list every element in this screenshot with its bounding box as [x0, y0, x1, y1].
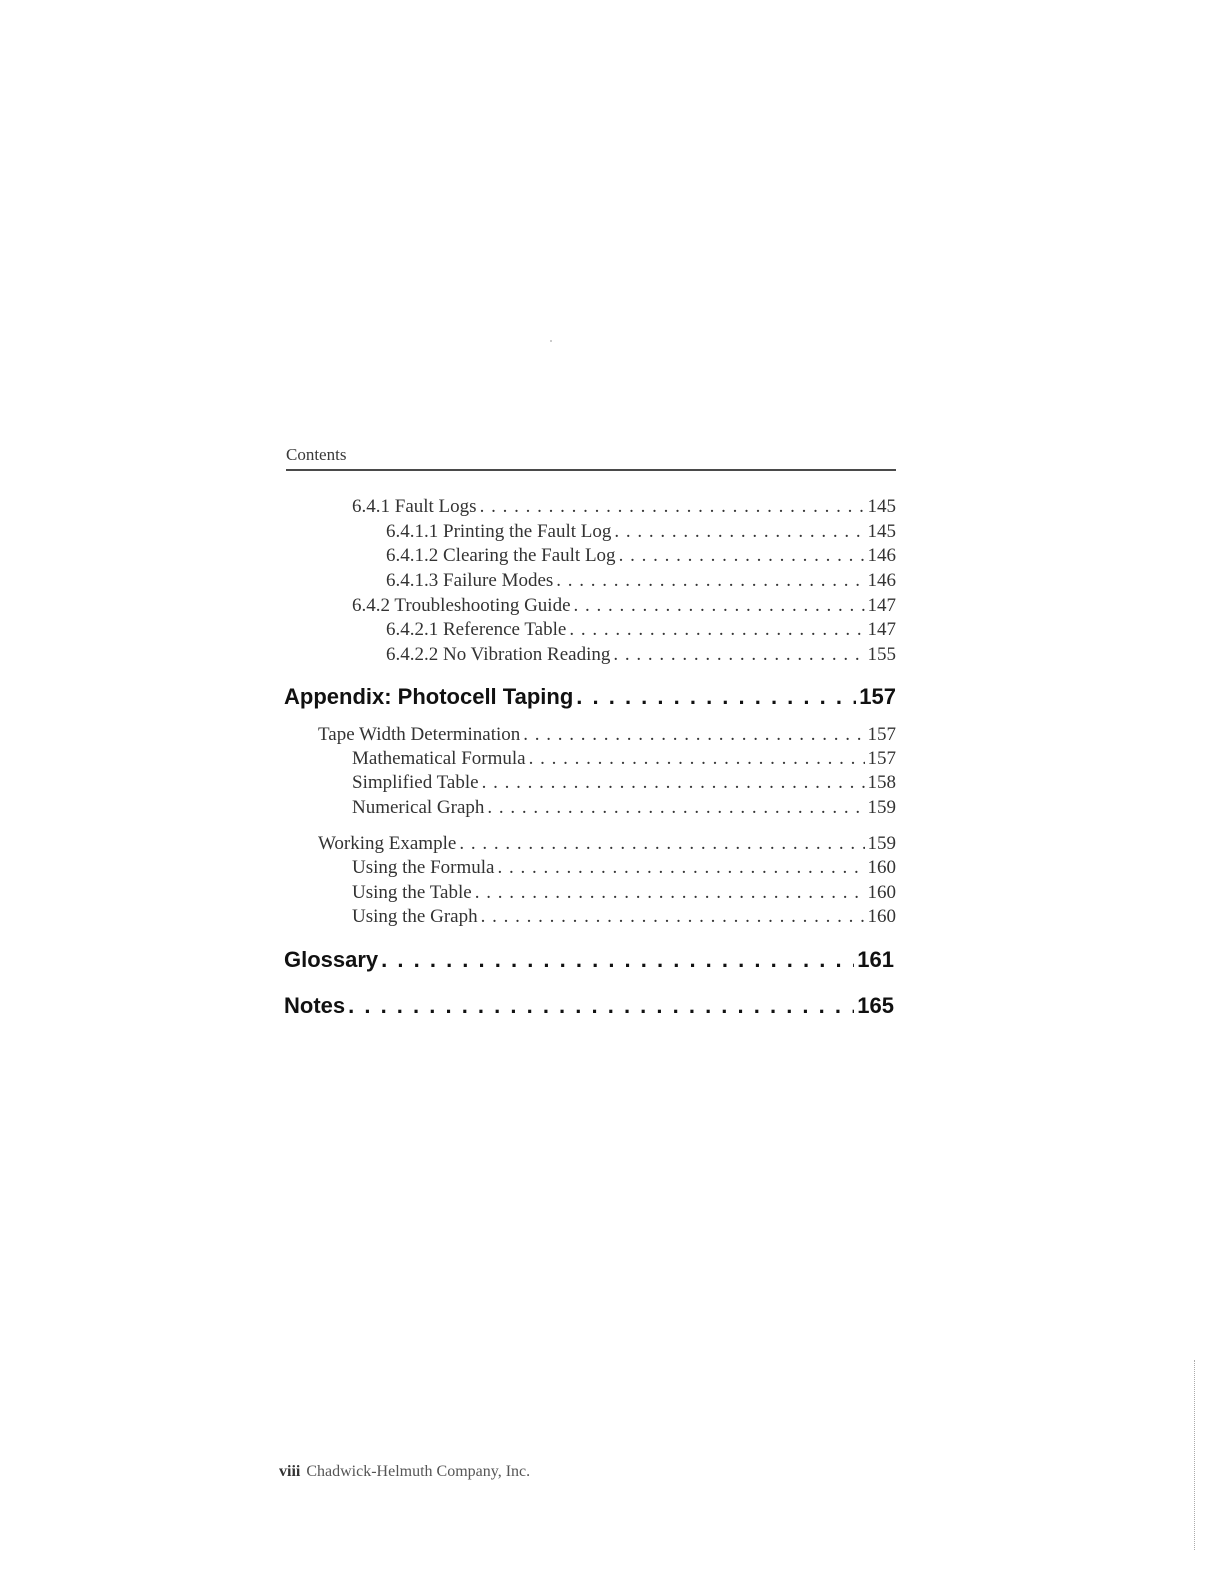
dot-leader [523, 724, 864, 746]
toc-entry-page: 146 [867, 545, 896, 566]
toc-entry-page: 145 [867, 521, 896, 542]
dot-leader [475, 882, 865, 904]
footer-page-number: viii [279, 1463, 301, 1480]
toc-entry[interactable] [318, 724, 896, 746]
dot-leader [487, 797, 864, 819]
toc-entry-page: 160 [867, 857, 896, 878]
toc-entry-title: 6.4.1 Fault Logs [352, 496, 477, 517]
toc-entry[interactable] [352, 797, 896, 819]
toc-entry-page: 157 [859, 684, 896, 709]
toc-entry-page: 158 [867, 772, 896, 793]
toc-entry-title: Using the Table [352, 882, 472, 903]
scan-edge-dots [1194, 1360, 1197, 1550]
toc-entry[interactable] [386, 644, 896, 666]
toc-entry-page: 147 [867, 595, 896, 616]
toc-entry-title: Working Example [318, 833, 457, 854]
toc-entry-title: 6.4.1.1 Printing the Fault Log [386, 521, 612, 542]
toc-entry-page: 146 [867, 570, 896, 591]
running-header: Contents [286, 445, 347, 464]
toc-entry-title: Numerical Graph [352, 797, 485, 818]
toc-entry-title: 6.4.1.2 Clearing the Fault Log [386, 545, 616, 566]
dot-leader [614, 521, 864, 543]
toc-entry-title: Using the Graph [352, 906, 478, 927]
toc-entry-title: 6.4.1.3 Failure Modes [386, 570, 554, 591]
dot-leader [556, 570, 864, 592]
dot-leader [348, 993, 854, 1019]
toc-entry-page: 145 [867, 496, 896, 517]
toc-entry[interactable] [386, 619, 896, 641]
toc-entry-page: 160 [867, 906, 896, 927]
toc-entry-title: Simplified Table [352, 772, 479, 793]
toc-entry[interactable] [386, 570, 896, 592]
dot-leader [482, 772, 865, 794]
toc-entry[interactable] [352, 772, 896, 794]
toc-entry[interactable] [386, 521, 896, 543]
footer-company: Chadwick-Helmuth Company, Inc. [306, 1463, 531, 1480]
toc-entry[interactable] [352, 595, 896, 617]
dot-leader [569, 619, 864, 641]
toc-entry-title: Using the Formula [352, 857, 495, 878]
toc-entry[interactable] [352, 906, 896, 928]
toc-entry-title: Glossary [284, 947, 379, 972]
dot-leader [529, 748, 865, 770]
toc-entry[interactable] [386, 545, 896, 567]
toc-entry-title: Notes [284, 993, 346, 1018]
toc-entry-glossary[interactable] [284, 947, 894, 973]
dot-leader [574, 595, 865, 617]
dot-leader [381, 947, 854, 973]
toc-entry-title: Tape Width Determination [318, 724, 521, 745]
dot-leader [480, 496, 865, 518]
toc-entry-page: 157 [867, 724, 896, 745]
toc-entry[interactable] [318, 833, 896, 855]
toc-entry-title: Appendix: Photocell Taping [284, 684, 574, 709]
toc-entry[interactable] [352, 882, 896, 904]
dot-leader [459, 833, 864, 855]
toc-entry-page: 159 [867, 797, 896, 818]
toc-entry-page: 157 [867, 748, 896, 769]
toc-entry-page: 165 [857, 993, 894, 1018]
toc-entry-title: 6.4.2.2 No Vibration Reading [386, 644, 611, 665]
toc-entry[interactable] [352, 857, 896, 879]
toc-entry-title: Mathematical Formula [352, 748, 526, 769]
toc-entry-page: 160 [867, 882, 896, 903]
toc-entry-page: 161 [857, 947, 894, 972]
toc-entry[interactable] [352, 496, 896, 518]
toc-entry-page: 147 [867, 619, 896, 640]
toc-entry-page: 155 [867, 644, 896, 665]
page-footer [279, 1463, 530, 1481]
toc-entry-title: 6.4.2.1 Reference Table [386, 619, 567, 640]
toc-entry-notes[interactable] [284, 993, 894, 1019]
toc-entry[interactable] [352, 748, 896, 770]
toc-entry-appendix[interactable] [284, 684, 896, 710]
dot-leader [481, 906, 865, 928]
dot-leader [498, 857, 865, 879]
toc-entry-title: 6.4.2 Troubleshooting Guide [352, 595, 571, 616]
dot-leader [576, 684, 856, 710]
dot-leader [613, 644, 864, 666]
toc-entry-page: 159 [867, 833, 896, 854]
dot-leader [619, 545, 865, 567]
